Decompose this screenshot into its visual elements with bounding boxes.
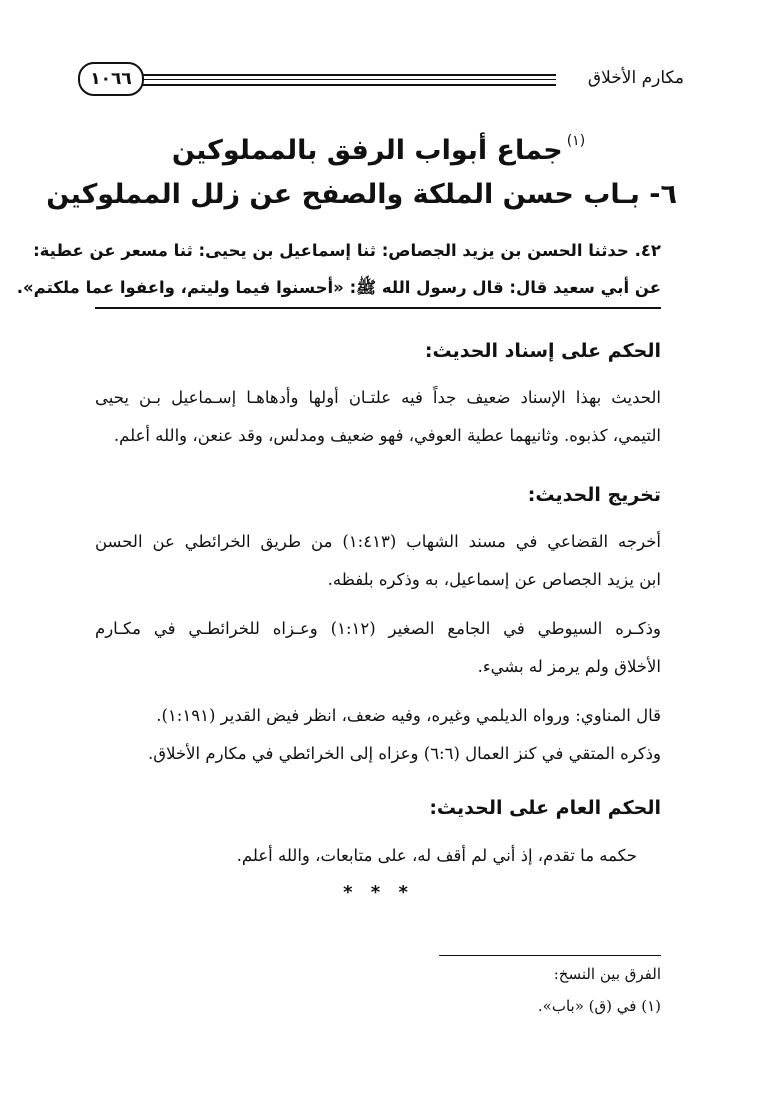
- takhrij-paragraph-3: [95, 697, 661, 773]
- paragraph-line: الأخلاق ولم يرمز له بشيء.: [477, 657, 661, 676]
- section-separator: * * *: [343, 882, 414, 903]
- general-ruling-heading: الحكم العام على الحديث:: [429, 797, 661, 819]
- footnote-label: الفرق بين النسخ:: [553, 965, 661, 983]
- section-title: ٦- بـاب حسن الملكة والصفح عن زلل المملوكين: [46, 179, 677, 210]
- paragraph-line: قال المناوي: ورواه الديلمي وغيره، وفيه ضعف، انظر فيض القدير (١:١٩١).: [156, 706, 661, 725]
- paragraph-line: ابن يزيد الجصاص عن إسماعيل، به وذكره بلفظه.: [327, 570, 661, 589]
- paragraph-line: الحديث بهذا الإسناد ضعيف جداً فيه علتـان أولها وأدهاهـا إسـماعيل بـن يحيى: [95, 388, 661, 407]
- footnote-1: (١) في (ق) «باب».: [537, 997, 661, 1015]
- takhrij-paragraph-1: [95, 523, 661, 599]
- paragraph-line: وذكره المتقي في كنز العمال (٦:٦) وعزاه إلى الخرائطي في مكارم الأخلاق.: [148, 744, 661, 763]
- hadith-text: [16, 232, 661, 306]
- hadith-rule: [95, 307, 661, 309]
- isnad-heading: الحكم على إسناد الحديث:: [424, 340, 661, 362]
- chapter-footnote-marker: (١): [566, 133, 586, 149]
- paragraph-line: التيمي، كذبوه. وثانيهما عطية العوفي، فهو ضعيف ومدلس، وقد عنعن، والله أعلم.: [113, 426, 661, 445]
- isnad-paragraph: [95, 379, 661, 455]
- paragraph-line: أخرجه القضاعي في مسند الشهاب (١:٤١٣) من طريق الخرائطي عن الحسن: [95, 532, 661, 551]
- paragraph-line: حكمه ما تقدم، إذ أني لم أقف له، على متابعات، والله أعلم.: [236, 846, 637, 865]
- paragraph-line: وذكـره السيوطي في الجامع الصغير (١:١٢) وعـزاه للخرائطـي في مكـارم: [95, 619, 661, 638]
- takhrij-heading: تخريج الحديث:: [527, 484, 661, 506]
- page-header: [78, 62, 684, 102]
- general-ruling-paragraph: [97, 837, 637, 875]
- hadith-line: عن أبي سعيد قال: قال رسول الله ﷺ: «أحسنوا فيما وليتم، واعفوا عما ملكتم».: [16, 278, 661, 297]
- chapter-title: [80, 118, 677, 174]
- running-title: مكارم الأخلاق: [587, 68, 684, 88]
- chapter-title-text: جماع أبواب الرفق بالمملوكين: [171, 135, 563, 166]
- header-rule: [142, 74, 556, 86]
- page-number: ١٠٦٦: [78, 62, 144, 96]
- hadith-line: ٤٢. حدثنا الحسن بن يزيد الجصاص: ثنا إسماعيل بن يحيى: ثنا مسعر عن عطية:: [33, 241, 661, 260]
- footnote-rule: [439, 955, 661, 956]
- takhrij-paragraph-2: [95, 610, 661, 686]
